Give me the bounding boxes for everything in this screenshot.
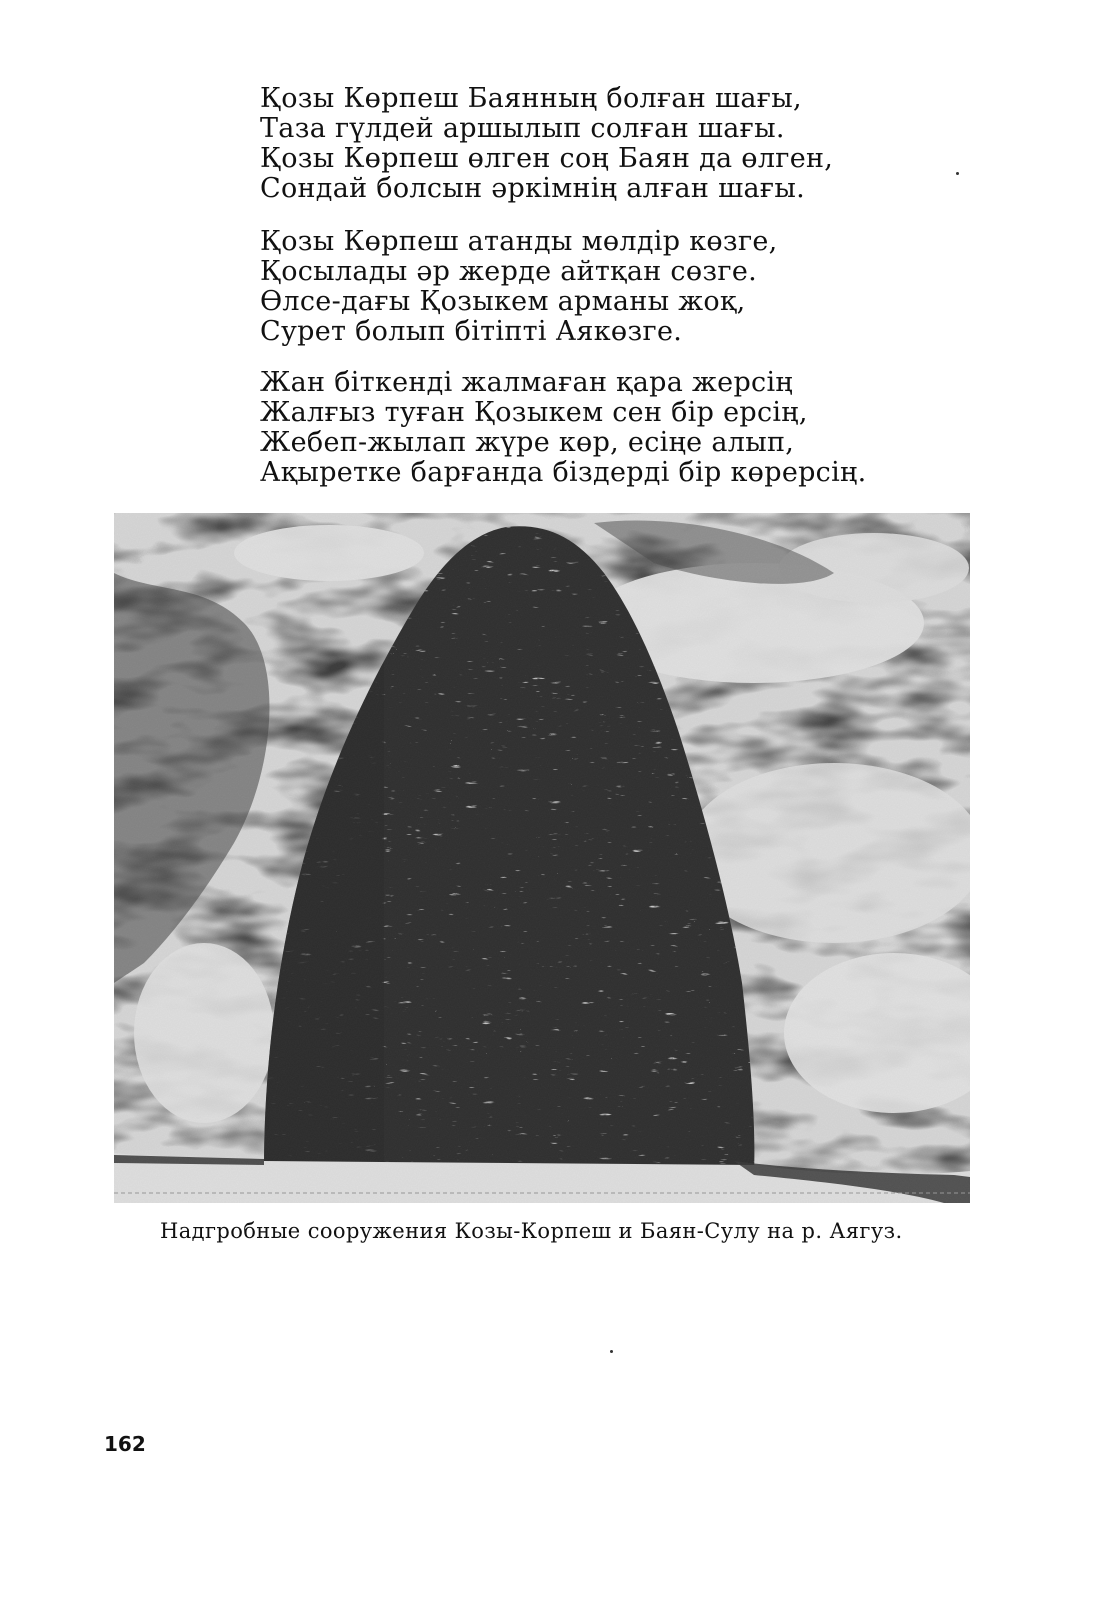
poem-stanza-2 bbox=[260, 227, 880, 347]
print-speck bbox=[610, 1350, 613, 1353]
poem-stanza-3 bbox=[260, 368, 880, 488]
poem-line: Ақыретке барғанда біздерді бір көрерсің. bbox=[260, 457, 867, 488]
poem-line: Қозы Көрпеш өлген соң Баян да өлген, bbox=[260, 143, 834, 174]
figure-caption: Надгробные сооружения Козы-Корпеш и Баян-Сулу на р. Аягуз. bbox=[160, 1219, 903, 1243]
monument-photo bbox=[114, 513, 970, 1203]
poem-line: Жан біткенді жалмаған қара жерсің bbox=[260, 367, 794, 398]
poem-line: Қозы Көрпеш Баянның болған шағы, bbox=[260, 83, 802, 114]
poem-line: Сондай болсын әркімнің алған шағы. bbox=[260, 173, 806, 204]
monument-photo-image bbox=[114, 513, 970, 1203]
poem-line: Өлсе-дағы Қозыкем арманы жоқ, bbox=[260, 286, 746, 317]
poem-line: Қосылады әр жерде айтқан сөзге. bbox=[260, 256, 758, 287]
page-number: 162 bbox=[104, 1432, 146, 1456]
print-speck bbox=[956, 172, 959, 175]
poem-line: Қозы Көрпеш атанды мөлдір көзге, bbox=[260, 226, 778, 257]
poem-line: Таза гүлдей аршылып солған шағы. bbox=[260, 113, 785, 144]
poem-stanza-1 bbox=[260, 84, 880, 204]
poem-line: Жебеп-жылап жүре көр, есіңе алып, bbox=[260, 427, 795, 458]
poem-line: Жалғыз туған Қозыкем сен бір ерсің, bbox=[260, 397, 808, 428]
poem-line: Сурет болып бітіпті Аякөзге. bbox=[260, 316, 683, 347]
